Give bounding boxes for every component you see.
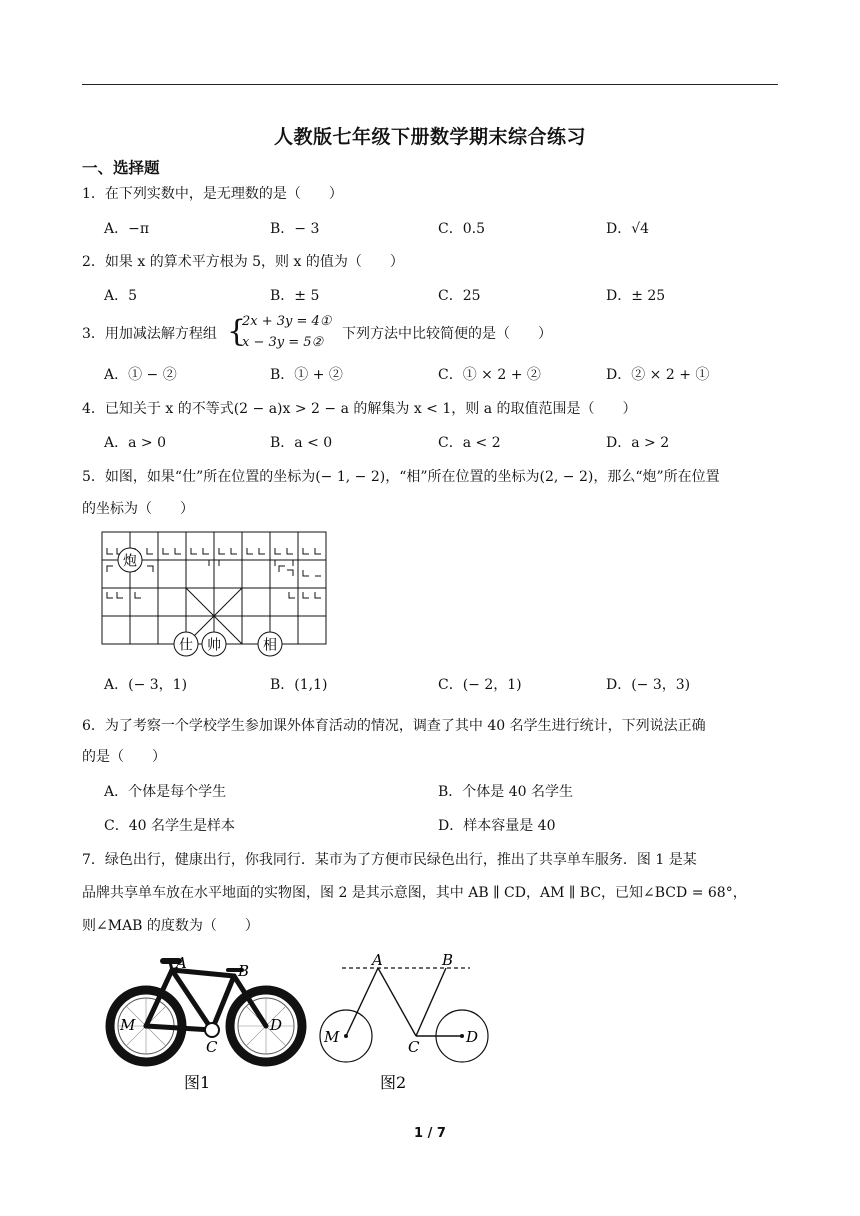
q2-option-b[interactable]: B．± 5: [270, 288, 320, 304]
piece-pao-label: 炮: [123, 553, 137, 570]
fig1-label-a: A: [176, 954, 187, 972]
q4-option-a[interactable]: A．a > 0: [104, 435, 166, 451]
question-3-prefix: 3．用加减法解方程组: [82, 326, 217, 342]
question-2-stem: 2．如果 x 的算术平方根为 5，则 x 的值为（ ）: [82, 254, 404, 270]
question-7-stem-line1: 7．绿色出行，健康出行，你我同行．某市为了方便市民绿色出行，推出了共享单车服务．图 1 是某: [82, 852, 697, 868]
q4-option-d[interactable]: D．a > 2: [606, 435, 670, 451]
question-4-stem: 4．已知关于 x 的不等式(2 − a)x > 2 − a 的解集为 x < 1，则 a 的取值范围是（ ）: [82, 401, 637, 417]
bicycle-svg: [104, 948, 314, 1098]
q6-option-b[interactable]: B．个体是 40 名学生: [438, 784, 574, 800]
piece-shi-label: 仕: [179, 637, 193, 654]
piece-shuai: [202, 632, 226, 656]
fig1-caption: 图1: [184, 1073, 211, 1092]
q1-option-a[interactable]: A．−π: [104, 221, 150, 237]
question-6-stem-line2: 的是（ ）: [82, 749, 166, 765]
piece-shuai-label: 帅: [207, 637, 221, 654]
q3-equation-2: x − 3y = 5②: [242, 335, 324, 350]
q1-option-d[interactable]: D．√4: [606, 221, 650, 237]
schematic-svg: [316, 948, 496, 1098]
q2-option-d[interactable]: D．± 25: [606, 288, 666, 304]
figure-2-schematic: [316, 948, 496, 1102]
fig1-label-b: B: [238, 962, 250, 980]
question-3-suffix: 下列方法中比较简便的是（ ）: [342, 326, 552, 342]
q1-option-b[interactable]: B．− 3: [270, 221, 320, 237]
piece-xiang: [258, 632, 282, 656]
header-rule: [82, 84, 778, 85]
section-heading: 一、选择题: [82, 159, 160, 177]
fig2-label-m: M: [324, 1028, 340, 1046]
fig2-label-c: C: [408, 1038, 420, 1056]
q3-option-b[interactable]: B．① + ②: [270, 367, 343, 383]
q5-option-b[interactable]: B．(1,1): [270, 677, 328, 693]
page-number: 1 / 7: [414, 1126, 446, 1141]
q5-option-c[interactable]: C．(− 2，1): [438, 677, 522, 693]
question-5-stem-line1: 5．如图，如果“仕”所在位置的坐标为(− 1, − 2)，“相”所在位置的坐标为(2, − 2)，那么“炮”所在位置: [82, 469, 720, 485]
fig1-label-m: M: [120, 1016, 136, 1034]
q6-option-a[interactable]: A．个体是每个学生: [104, 784, 227, 800]
fig1-label-d: D: [270, 1016, 283, 1034]
q3-option-d[interactable]: D．② × 2 + ①: [606, 367, 710, 383]
fig2-label-a: A: [372, 951, 383, 969]
piece-pao: [118, 548, 142, 572]
question-5-stem-line2: 的坐标为（ ）: [82, 501, 194, 517]
q5-option-a[interactable]: A．(− 3，1): [104, 677, 188, 693]
q6-option-d[interactable]: D．样本容量是 40: [438, 818, 556, 834]
figure-1-bicycle: [104, 948, 314, 1102]
q4-option-c[interactable]: C．a < 2: [438, 435, 501, 451]
fig2-label-d: D: [466, 1028, 479, 1046]
fig2-label-b: B: [442, 951, 454, 969]
q6-option-c[interactable]: C．40 名学生是样本: [104, 818, 235, 834]
question-7-stem-line2: 品牌共享单车放在水平地面的实物图，图 2 是其示意图，其中 AB ∥ CD，AM ∥ BC，已知∠BCD = 68°，: [82, 885, 747, 901]
page-title: 人教版七年级下册数学期末综合练习: [273, 126, 586, 148]
q3-option-c[interactable]: C．① × 2 + ②: [438, 367, 541, 383]
q5-option-d[interactable]: D．(− 3，3): [606, 677, 691, 693]
question-7-stem-line3: 则∠MAB 的度数为（ ）: [82, 918, 259, 934]
q2-option-c[interactable]: C．25: [438, 288, 481, 304]
q2-option-a[interactable]: A．5: [104, 288, 138, 304]
fig1-label-c: C: [206, 1038, 218, 1056]
chessboard-figure: [100, 530, 330, 664]
q3-option-a[interactable]: A．① − ②: [104, 367, 177, 383]
question-1-stem: 1．在下列实数中，是无理数的是（ ）: [82, 186, 343, 202]
piece-xiang-label: 相: [263, 637, 277, 654]
fig2-caption: 图2: [380, 1073, 407, 1092]
piece-shi: [174, 632, 198, 656]
q3-brace: {: [227, 314, 247, 349]
q3-equation-1: 2x + 3y = 4①: [242, 314, 332, 329]
chessboard-svg: [100, 530, 330, 660]
question-6-stem-line1: 6．为了考察一个学校学生参加课外体育活动的情况，调查了其中 40 名学生进行统计，下列说法正确: [82, 718, 706, 734]
q1-option-c[interactable]: C．0.5: [438, 221, 485, 237]
q4-option-b[interactable]: B．a < 0: [270, 435, 333, 451]
